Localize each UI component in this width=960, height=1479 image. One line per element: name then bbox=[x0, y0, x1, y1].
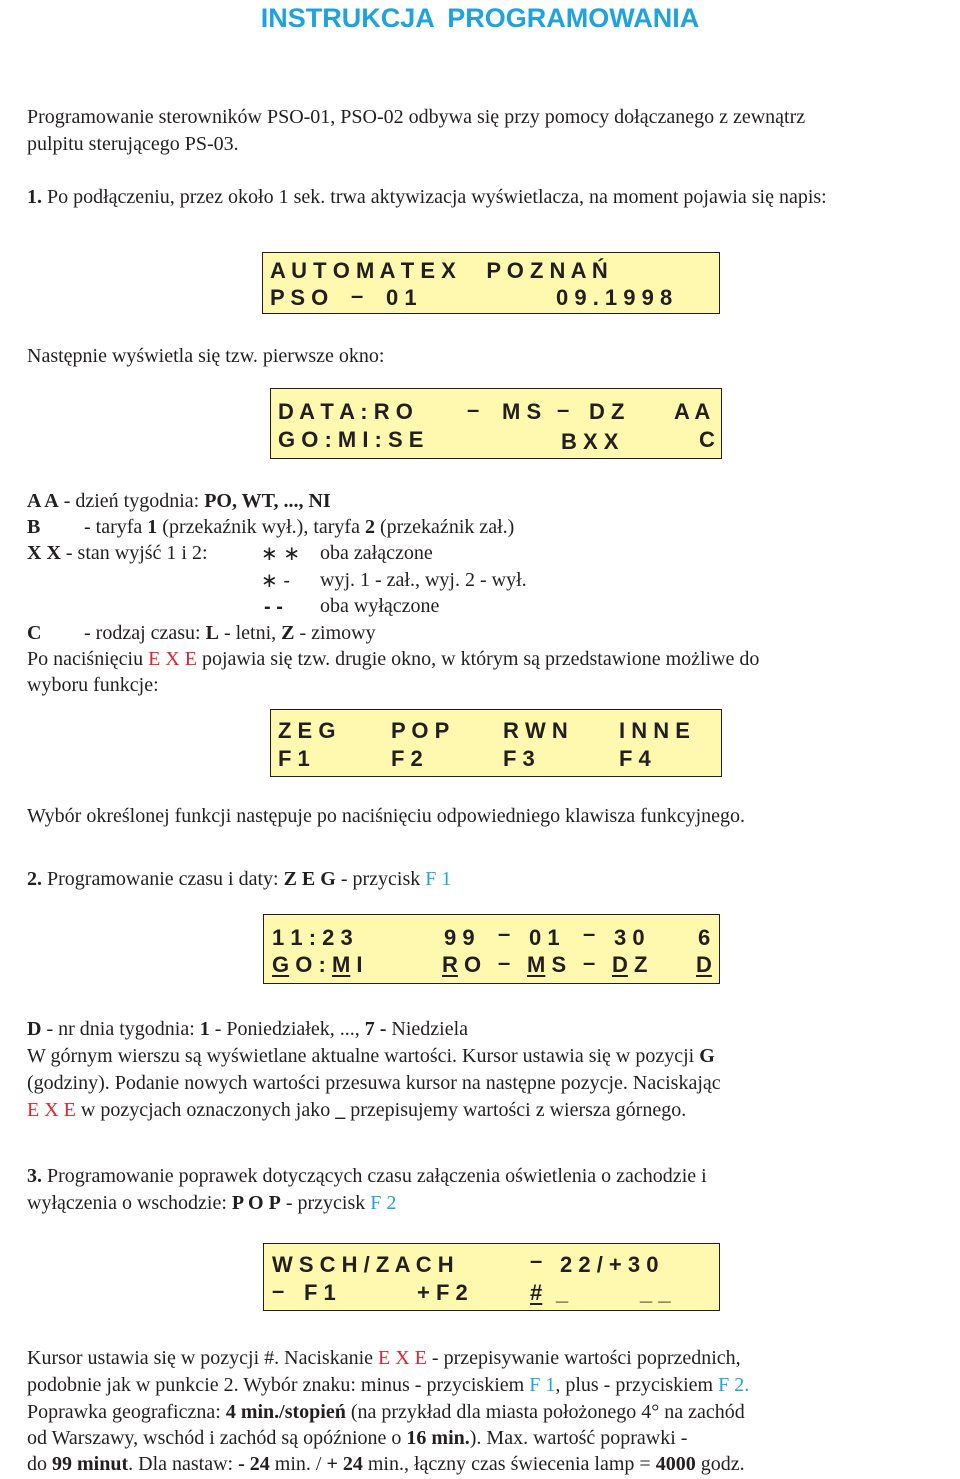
function-key-f2: F 2 bbox=[391, 746, 423, 771]
body-text: , plus - przyciskiem bbox=[555, 1374, 719, 1396]
legend-key: A A bbox=[27, 490, 59, 512]
body-text: . Dla nastaw: bbox=[128, 1453, 239, 1475]
output-state-text: oba wyłączone bbox=[320, 595, 440, 617]
step-1-description: Po podłączeniu, przez około 1 sek. trwa aktywizacja wyświetlacza, na moment pojawia się napis: bbox=[42, 186, 827, 208]
total-hours: 4000 bbox=[655, 1453, 696, 1475]
legend-text: - stan wyjść 1 i 2: bbox=[60, 542, 208, 564]
lcd-startup-screen bbox=[262, 252, 720, 314]
legend-b bbox=[27, 514, 514, 540]
legend-text: - dzień tygodnia: bbox=[58, 490, 205, 512]
step-3-heading-line-2 bbox=[27, 1190, 396, 1216]
lcd-tariff-label: B X X bbox=[561, 429, 619, 454]
body-text: pojawia się tzw. drugie okno, w którym są przedstawione możliwe do bbox=[196, 648, 760, 670]
lcd-time-label: G O : M I : S E bbox=[278, 427, 424, 452]
body-text: ). Max. wartość poprawki - bbox=[469, 1427, 688, 1449]
lcd-weekday-label: A A bbox=[674, 399, 711, 424]
lcd-function-menu bbox=[270, 709, 722, 777]
legend-text: (przekaźnik zał.) bbox=[374, 516, 515, 538]
body-text: Kursor ustawia się w pozycji #. Naciskanie bbox=[27, 1347, 379, 1369]
legend-text: - taryfa bbox=[84, 516, 148, 538]
step-3-desc-line-4 bbox=[27, 1425, 687, 1451]
legend-value: 7 - bbox=[364, 1018, 387, 1040]
delay-value: 16 min. bbox=[406, 1427, 470, 1449]
output-state-text: oba załączone bbox=[320, 542, 433, 564]
body-text: Po naciśnięciu bbox=[27, 648, 149, 670]
body-text: podobnie jak w punkcie 2. Wybór znaku: minus - przyciskiem bbox=[27, 1374, 530, 1396]
body-text: - przycisk bbox=[280, 1192, 371, 1214]
next-window-text: Następnie wyświetla się tzw. pierwsze okno: bbox=[27, 345, 385, 367]
function-label-inne: I N N E bbox=[619, 718, 690, 743]
cursor-position: M bbox=[331, 952, 351, 977]
lcd-dash-symbol: – bbox=[498, 950, 511, 975]
legend-key: B bbox=[27, 516, 41, 538]
lcd-edit-row-day bbox=[612, 952, 647, 978]
underscore-marker: _ bbox=[335, 1099, 346, 1121]
cursor-position: R bbox=[442, 952, 458, 977]
function-key: F 1 bbox=[425, 868, 452, 890]
step-1-text bbox=[27, 184, 827, 210]
body-text: (na przykład dla miasta położonego 4° na zachód bbox=[345, 1401, 745, 1423]
lcd-correction-setting bbox=[263, 1243, 720, 1311]
body-text: w pozycjach oznaczonych jako bbox=[75, 1099, 336, 1121]
correction-rate: 4 min./stopień bbox=[225, 1401, 346, 1423]
legend-value: 1 bbox=[147, 516, 158, 538]
step-3-desc-line-1 bbox=[27, 1345, 741, 1371]
lcd-dash-symbol: – bbox=[583, 950, 596, 975]
cursor-letter: G bbox=[699, 1045, 715, 1067]
body-text: . bbox=[744, 1374, 750, 1396]
legend-value: L bbox=[205, 622, 219, 644]
legend-values: PO, WT, ..., NI bbox=[204, 490, 331, 512]
function-label-rwn: R W N bbox=[503, 718, 568, 743]
cursor-position: G bbox=[272, 952, 290, 977]
function-name: Z E G bbox=[283, 868, 336, 890]
output-state-symbol: ∗ - bbox=[261, 570, 290, 592]
lcd-char: S bbox=[551, 952, 567, 977]
lcd-row-2-number: 0 1 bbox=[386, 285, 417, 310]
legend-value: Z bbox=[281, 622, 295, 644]
function-key-f1: F 1 bbox=[278, 746, 310, 771]
body-text: godz. bbox=[695, 1453, 745, 1475]
step-3-desc-line-5 bbox=[27, 1451, 745, 1477]
step-2-heading bbox=[27, 866, 451, 892]
exe-key: E X E bbox=[148, 648, 197, 670]
cursor-position: # bbox=[530, 1280, 543, 1305]
cursor-position: D bbox=[696, 952, 712, 977]
output-state-symbol: - - bbox=[264, 596, 283, 618]
step-2-desc-line-2 bbox=[27, 1043, 715, 1069]
lcd-row-2-model: P S O bbox=[270, 285, 329, 310]
function-name: P O P bbox=[231, 1192, 281, 1214]
after-exe-line-1 bbox=[27, 646, 759, 672]
legend-value: 2 bbox=[364, 516, 375, 538]
lcd-current-weekday: 6 bbox=[698, 925, 711, 950]
lcd-row-2-date: 0 9 . 1 9 9 8 bbox=[556, 285, 673, 310]
legend-value: 1 bbox=[199, 1018, 210, 1040]
lcd-date-label: D A T A : R O bbox=[278, 399, 413, 424]
legend-xx bbox=[27, 540, 208, 566]
lcd-clock-setting bbox=[263, 914, 720, 984]
lcd-dash-symbol: – bbox=[530, 1248, 543, 1273]
body-text: - Poniedziałek, ..., bbox=[209, 1018, 365, 1040]
lcd-current-month: 0 1 bbox=[529, 925, 560, 950]
legend-text: - rodzaj czasu: bbox=[84, 622, 206, 644]
function-key-f3: F 3 bbox=[503, 746, 535, 771]
legend-aa bbox=[27, 488, 331, 514]
choice-text: Wybór określonej funkcji następuje po naciśnięciu odpowiedniego klawisza funkcyjnego. bbox=[27, 805, 746, 827]
after-exe-line-2: wyboru funkcje: bbox=[27, 674, 159, 696]
body-text: Poprawka geograficzna: bbox=[27, 1401, 226, 1423]
weekday-legend bbox=[27, 1016, 468, 1042]
function-label-zeg: Z E G bbox=[278, 718, 336, 743]
body-text: Programowanie poprawek dotyczących czasu załączenia oświetlenia o zachodzie i bbox=[42, 1165, 707, 1187]
lcd-day-label: D Z bbox=[589, 399, 625, 424]
legend-key: X X bbox=[27, 542, 61, 564]
lcd-dash-symbol: – bbox=[498, 921, 511, 946]
lcd-char: O bbox=[295, 952, 313, 977]
lcd-sunrise-sunset-label: W S C H / Z A C H bbox=[272, 1252, 454, 1277]
body-text: od Warszawy, wschód i zachód są opóźnione o bbox=[27, 1427, 407, 1449]
legend-text: - letni, bbox=[218, 622, 282, 644]
lcd-edit-row-date bbox=[442, 952, 481, 978]
lcd-plus-key: + F 2 bbox=[417, 1280, 468, 1305]
legend-c bbox=[27, 620, 376, 646]
step-number: 2. bbox=[27, 868, 42, 890]
legend-key: C bbox=[27, 622, 42, 644]
function-key: F 2 bbox=[370, 1192, 397, 1214]
max-value: 99 minut bbox=[52, 1453, 129, 1475]
body-text: do bbox=[27, 1453, 52, 1475]
lcd-underscore: _ _ bbox=[640, 1280, 671, 1305]
lcd-time-type-label: C bbox=[699, 427, 715, 452]
function-key: F 2 bbox=[718, 1374, 745, 1396]
lcd-dash-symbol: – bbox=[467, 397, 480, 422]
output-state-symbol: ∗ ∗ bbox=[261, 543, 301, 565]
lcd-first-window bbox=[270, 388, 722, 459]
lcd-row-1: A U T O M A T E X P O Z N A Ń bbox=[270, 258, 608, 283]
cursor-position: D bbox=[612, 952, 628, 977]
step-3-desc-line-2 bbox=[27, 1372, 749, 1398]
body-text: - nr dnia tygodnia: bbox=[41, 1018, 200, 1040]
lcd-edit-row bbox=[272, 952, 363, 978]
lcd-current-time: 1 1 : 2 3 bbox=[272, 925, 353, 950]
exe-key: E X E bbox=[27, 1099, 76, 1121]
body-text: min., łączny czas świecenia lamp = bbox=[362, 1453, 656, 1475]
lcd-char: O bbox=[464, 952, 482, 977]
legend-text: - zimowy bbox=[294, 622, 376, 644]
body-text: przepisujemy wartości z wiersza górnego. bbox=[345, 1099, 687, 1121]
body-text: Programowanie czasu i daty: bbox=[42, 868, 284, 890]
body-text: wyłączenia o wschodzie: bbox=[27, 1192, 232, 1214]
intro-line-2: pulpitu sterującego PS-03. bbox=[27, 133, 239, 155]
output-state-text: wyj. 1 - zał., wyj. 2 - wył. bbox=[320, 569, 527, 591]
body-text: W górnym wierszu są wyświetlane aktualne wartości. Kursor ustawia się w pozycji bbox=[27, 1045, 700, 1067]
setting-value: - 24 bbox=[238, 1453, 270, 1475]
legend-text: (przekaźnik wył.), taryfa bbox=[157, 516, 365, 538]
lcd-current-day: 3 0 bbox=[614, 925, 645, 950]
intro-line-1: Programowanie sterowników PSO-01, PSO-02 odbywa się przy pomocy dołączanego z zewnątrz bbox=[27, 106, 806, 128]
lcd-edit-row-month bbox=[527, 952, 566, 978]
lcd-month-label: M S bbox=[502, 399, 542, 424]
step-3-desc-line-3 bbox=[27, 1399, 745, 1425]
step-number: 1. bbox=[27, 186, 42, 208]
lcd-minus-key: F 1 bbox=[304, 1280, 336, 1305]
body-text: - przycisk bbox=[335, 868, 426, 890]
setting-value: + 24 bbox=[326, 1453, 363, 1475]
body-text: Niedziela bbox=[386, 1018, 469, 1040]
function-key: F 1 bbox=[529, 1374, 556, 1396]
step-2-desc-line-3: (godziny). Podanie nowych wartości przesuwa kursor na następne pozycje. Naciskając bbox=[27, 1072, 721, 1094]
lcd-dash-symbol: – bbox=[557, 397, 570, 422]
lcd-dash-symbol: – bbox=[351, 283, 364, 308]
lcd-current-year: 9 9 bbox=[444, 925, 475, 950]
exe-key: E X E bbox=[378, 1347, 427, 1369]
lcd-underscore: _ bbox=[556, 1280, 569, 1305]
page-title: INSTRUKCJA PROGRAMOWANIA bbox=[260, 3, 700, 33]
cursor-position: M bbox=[527, 952, 546, 977]
function-label-pop: P O P bbox=[391, 718, 450, 743]
lcd-dash-symbol: – bbox=[583, 921, 596, 946]
lcd-char: I bbox=[356, 952, 363, 977]
step-3-heading-line-1 bbox=[27, 1163, 707, 1189]
lcd-char: : bbox=[318, 952, 326, 977]
lcd-minus-symbol: – bbox=[272, 1278, 285, 1303]
lcd-current-corrections: 2 2 / + 3 0 bbox=[560, 1252, 659, 1277]
lcd-char: Z bbox=[634, 952, 648, 977]
step-number: 3. bbox=[27, 1165, 42, 1187]
step-2-desc-line-4 bbox=[27, 1097, 686, 1123]
body-text: - przepisywanie wartości poprzednich, bbox=[426, 1347, 741, 1369]
legend-key: D bbox=[27, 1018, 42, 1040]
body-text: min. / bbox=[269, 1453, 327, 1475]
function-key-f4: F 4 bbox=[619, 746, 651, 771]
